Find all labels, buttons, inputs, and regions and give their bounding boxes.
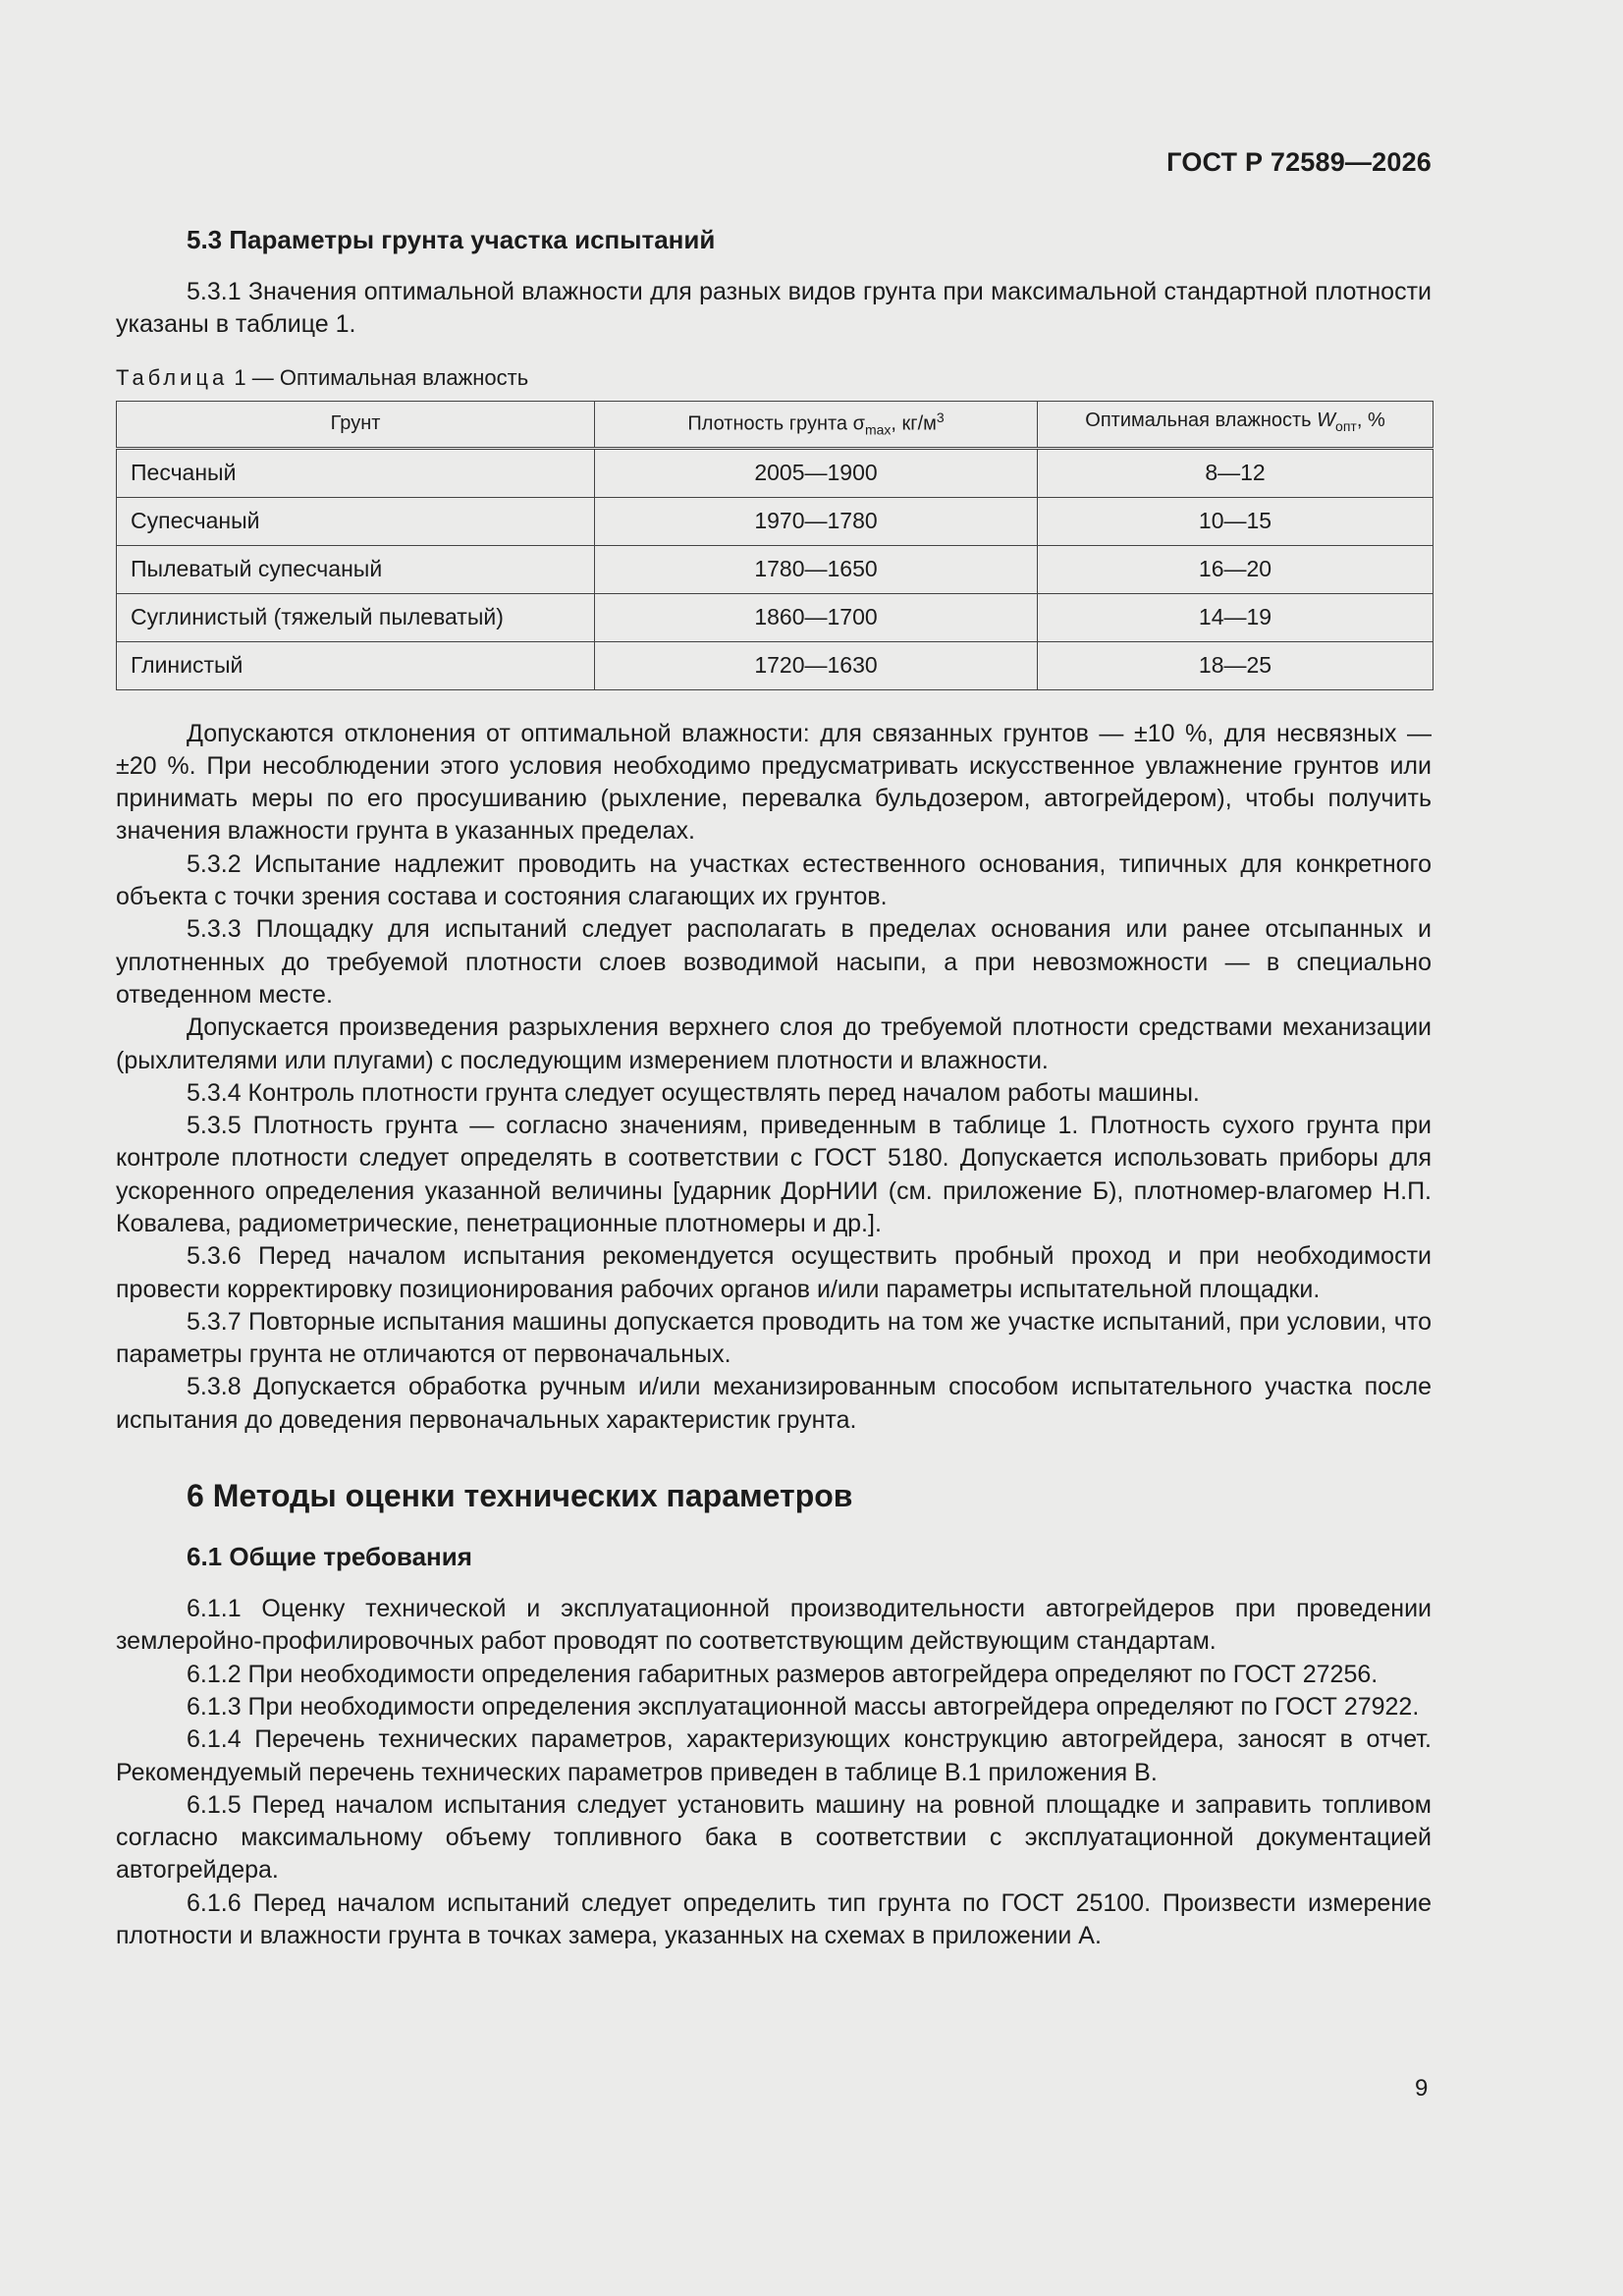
- table-row: [117, 545, 1434, 593]
- cell-density: 1720—1630: [595, 641, 1038, 689]
- paragraph-5-3-3: 5.3.3 Площадку для испытаний следует располагать в пределах основания или ранее отсыпанных и уплотненных до требуемой плотности слоев возводимой насыпи, а при невозможности — в специально отведенном месте.: [116, 915, 1432, 1009]
- cell-moisture: 16—20: [1038, 545, 1434, 593]
- cell-moisture: 10—15: [1038, 497, 1434, 545]
- table-caption: [116, 363, 1432, 393]
- paragraph-moisture-deviation: Допускаются отклонения от оптимальной влажности: для связанных грунтов — ±10 %, для несвязных — ±20 %. При несоблюдении этого условия необходимо предусматривать искусственное увлажнение грунтов или принимать меры по его просушиванию (рыхление, перевалка бульдозером, автогрейдером), чтобы получить значения влажности грунта в указанных пределах.: [116, 719, 1432, 846]
- section-6-title: 6 Методы оценки технических параметров: [187, 1478, 853, 1514]
- cell-moisture: 18—25: [1038, 641, 1434, 689]
- table-row: [117, 641, 1434, 689]
- table-header-row: [117, 401, 1434, 448]
- page-content: [116, 224, 1432, 1952]
- header-soil: Грунт: [117, 401, 595, 448]
- table-caption-prefix: Таблица: [116, 364, 229, 390]
- paragraph-5-3-4: 5.3.4 Контроль плотности грунта следует осуществлять перед началом работы машины.: [187, 1078, 1200, 1107]
- paragraph-6-1-5: 6.1.5 Перед началом испытания следует установить машину на ровной площадке и заправить топливом согласно максимальному объему топливного бака в соответствии с эксплуатационной документацией автогрейдера.: [116, 1790, 1432, 1885]
- table-row: [117, 497, 1434, 545]
- paragraph-6-1-4: 6.1.4 Перечень технических параметров, характеризующих конструкцию автогрейдера, заносят в отчет. Рекомендуемый перечень технических параметров приведен в таблице В.1 приложения В.: [116, 1725, 1432, 1786]
- cell-soil: Супесчаный: [117, 497, 595, 545]
- paragraph-5-3-7: 5.3.7 Повторные испытания машины допускается проводить на том же участке испытаний, при условии, что параметры грунта не отличаются от первоначальных.: [116, 1307, 1432, 1369]
- paragraph-loosening: Допускается произведения разрыхления верхнего слоя до требуемой плотности средствами механизации (рыхлителями или плугами) с последующим измерением плотности и влажности.: [116, 1013, 1432, 1074]
- section-5-3-title: 5.3 Параметры грунта участка испытаний: [187, 225, 716, 254]
- header-density: Плотность грунта $\sigma_{max}$, $кг/м^3$: [595, 401, 1038, 448]
- cell-density: 1970—1780: [595, 497, 1038, 545]
- paragraph-6-1-6: 6.1.6 Перед началом испытаний следует определить тип грунта по ГОСТ 25100. Произвести измерение плотности и влажности грунта в точках замера, указанных на схемах в приложении А.: [116, 1888, 1432, 1950]
- section-6-1-title: 6.1 Общие требования: [187, 1542, 472, 1572]
- paragraph-5-3-5: 5.3.5 Плотность грунта — согласно значениям, приведенным в таблице 1. Плотность сухого грунта при контроле плотности следует определять в соответствии с ГОСТ 5180. Допускается использовать приборы для ускоренного определения указанной величины [ударник ДорНИИ (см. приложение Б), плотномер-влагомер Н.П. Ковалева, радиометрические, пенетрационные плотномеры и др.].: [116, 1112, 1432, 1237]
- cell-moisture: 14—19: [1038, 593, 1434, 641]
- cell-soil: Глинистый: [117, 641, 595, 689]
- cell-soil: Суглинистый (тяжелый пылеватый): [117, 593, 595, 641]
- header-moisture: Оптимальная влажность $W_{опт}$, %: [1038, 401, 1434, 448]
- paragraph-6-1-2: 6.1.2 При необходимости определения габаритных размеров автогрейдера определяют по ГОСТ 27256.: [187, 1660, 1379, 1688]
- document-code: ГОСТ Р 72589—2026: [1166, 147, 1432, 177]
- cell-soil: Пылеватый супесчаный: [117, 545, 595, 593]
- table-caption-text: 1 — Оптимальная влажность: [228, 364, 529, 390]
- cell-density: 1860—1700: [595, 593, 1038, 641]
- paragraph-6-1-3: 6.1.3 При необходимости определения эксплуатационной массы автогрейдера определяют по ГОСТ 27922.: [187, 1692, 1420, 1721]
- table-row: [117, 448, 1434, 497]
- paragraph-6-1-1: 6.1.1 Оценку технической и эксплуатационной производительности автогрейдеров при проведении землеройно-профилировочных работ проводят по соответствующим действующим стандартам.: [116, 1595, 1432, 1656]
- cell-density: 1780—1650: [595, 545, 1038, 593]
- cell-density: 2005—1900: [595, 448, 1038, 497]
- optimal-moisture-table: [116, 401, 1434, 690]
- table-row: [117, 593, 1434, 641]
- cell-moisture: 8—12: [1038, 448, 1434, 497]
- paragraph-5-3-1: 5.3.1 Значения оптимальной влажности для разных видов грунта при максимальной стандартной плотности указаны в таблице 1.: [116, 278, 1432, 339]
- cell-soil: Песчаный: [117, 448, 595, 497]
- paragraph-5-3-6: 5.3.6 Перед началом испытания рекомендуется осуществить пробный проход и при необходимости провести корректировку позиционирования рабочих органов и/или параметры испытательной площадки.: [116, 1242, 1432, 1303]
- paragraph-5-3-2: 5.3.2 Испытание надлежит проводить на участках естественного основания, типичных для конкретного объекта с точки зрения состава и состояния слагающих их грунтов.: [116, 849, 1432, 911]
- paragraph-5-3-8: 5.3.8 Допускается обработка ручным и/или механизированным способом испытательного участка после испытания до доведения первоначальных характеристик грунта.: [116, 1373, 1432, 1434]
- page-number: 9: [1415, 2075, 1429, 2102]
